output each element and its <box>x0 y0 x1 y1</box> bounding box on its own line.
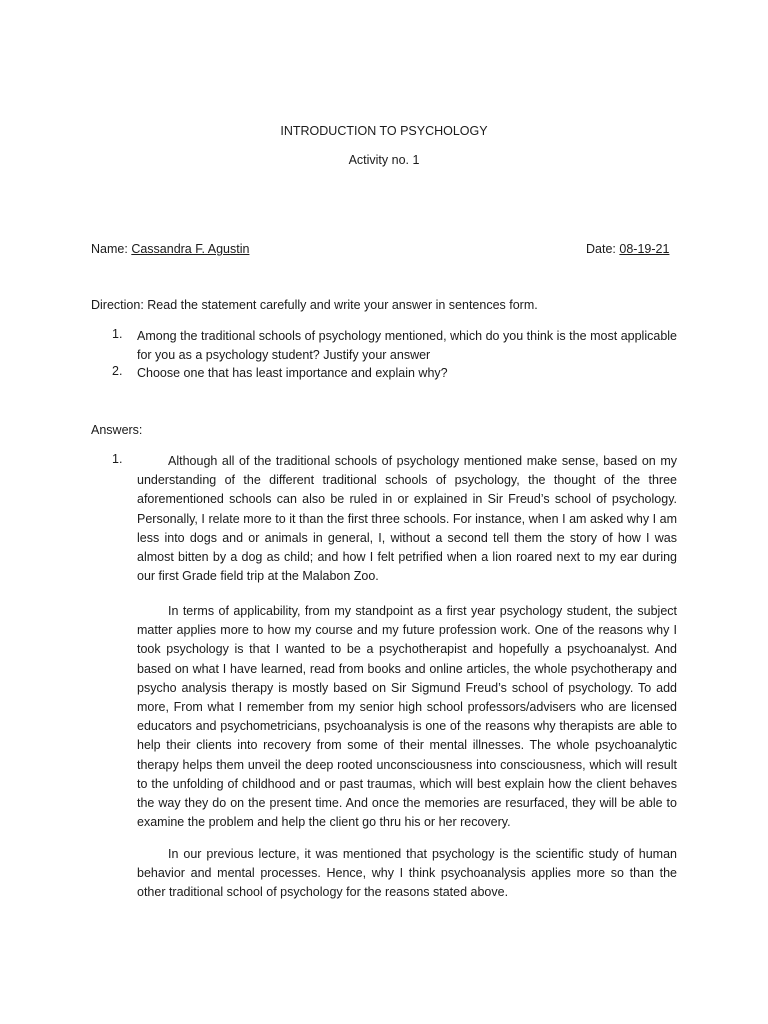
answer-paragraph-text: In terms of applicability, from my standpoint as a first year psychology student, the subject matter applies more to how my course and my future profession work. One of the reasons why I took psychology is that I wanted to be a psychotherapist and hopefully a psychoanalyst. And based on what I have learned, read from books and online articles, the whole psychotherapy and psycho analysis therapy is mostly based on Sir Sigmund Freud’s school of psychology. To add more, From what I remember from my senior high school professors/advisers who are licensed educators and psychometricians, psychoanalysis is one of the reasons why therapists are able to help their clients into recovery from some of their mental illnesses. The whole psychoanalytic therapy helps them unveil the deep rooted unconsciousness into consciousness, which will result to the unfolding of childhood and or past traumas, which will best explain how the client behaves the way they do on the present time. And once the memories are resurfaced, they will be able to examine the problem and help the client go thru his or her recovery. <box>137 604 677 830</box>
answer-paragraph-text: In our previous lecture, it was mentioned that psychology is the scientific study of human behavior and mental processes. Hence, why I think psychoanalysis applies more so than the other traditional school of psychology for the reasons stated above. <box>137 847 677 900</box>
answer-paragraph <box>137 602 677 832</box>
answer-paragraph <box>137 452 677 586</box>
answers-heading: Answers: <box>91 423 143 437</box>
date-label: Date: <box>586 242 616 256</box>
name-field <box>91 242 249 256</box>
answer-number: 1. <box>112 452 123 466</box>
question-text: Among the traditional schools of psychology mentioned, which do you think is the most applicable for you as a psychology student? Justify your answer <box>137 329 677 362</box>
activity-number: Activity no. 1 <box>348 153 420 167</box>
question-text: Choose one that has least importance and explain why? <box>137 366 448 380</box>
date-field <box>586 242 669 256</box>
document-title: INTRODUCTION TO PSYCHOLOGY <box>280 124 488 138</box>
direction-text: Direction: Read the statement carefully and write your answer in sentences form. <box>91 298 538 312</box>
answer-paragraph-text: Although all of the traditional schools of psychology mentioned make sense, based on my understanding of the different traditional schools of psychology, the thought of the three aforementioned schools can also be ruled in or explained in Sir Freud’s school of psychology. Personally, I relate more to it than the first three schools. For instance, when I am asked why I am less into dogs and or animals in general, I, without a second tell them the story of how I was almost bitten by a dog as child; and how I felt petrified when a lion roared next to my ear during our first Grade field trip at the Malabon Zoo. <box>137 454 677 584</box>
answer-paragraph <box>137 845 677 903</box>
question-number: 2. <box>112 364 123 378</box>
name-value: Cassandra F. Agustin <box>131 242 250 256</box>
name-label: Name: <box>91 242 128 256</box>
question-number: 1. <box>112 327 123 341</box>
date-value: 08-19-21 <box>619 242 670 256</box>
